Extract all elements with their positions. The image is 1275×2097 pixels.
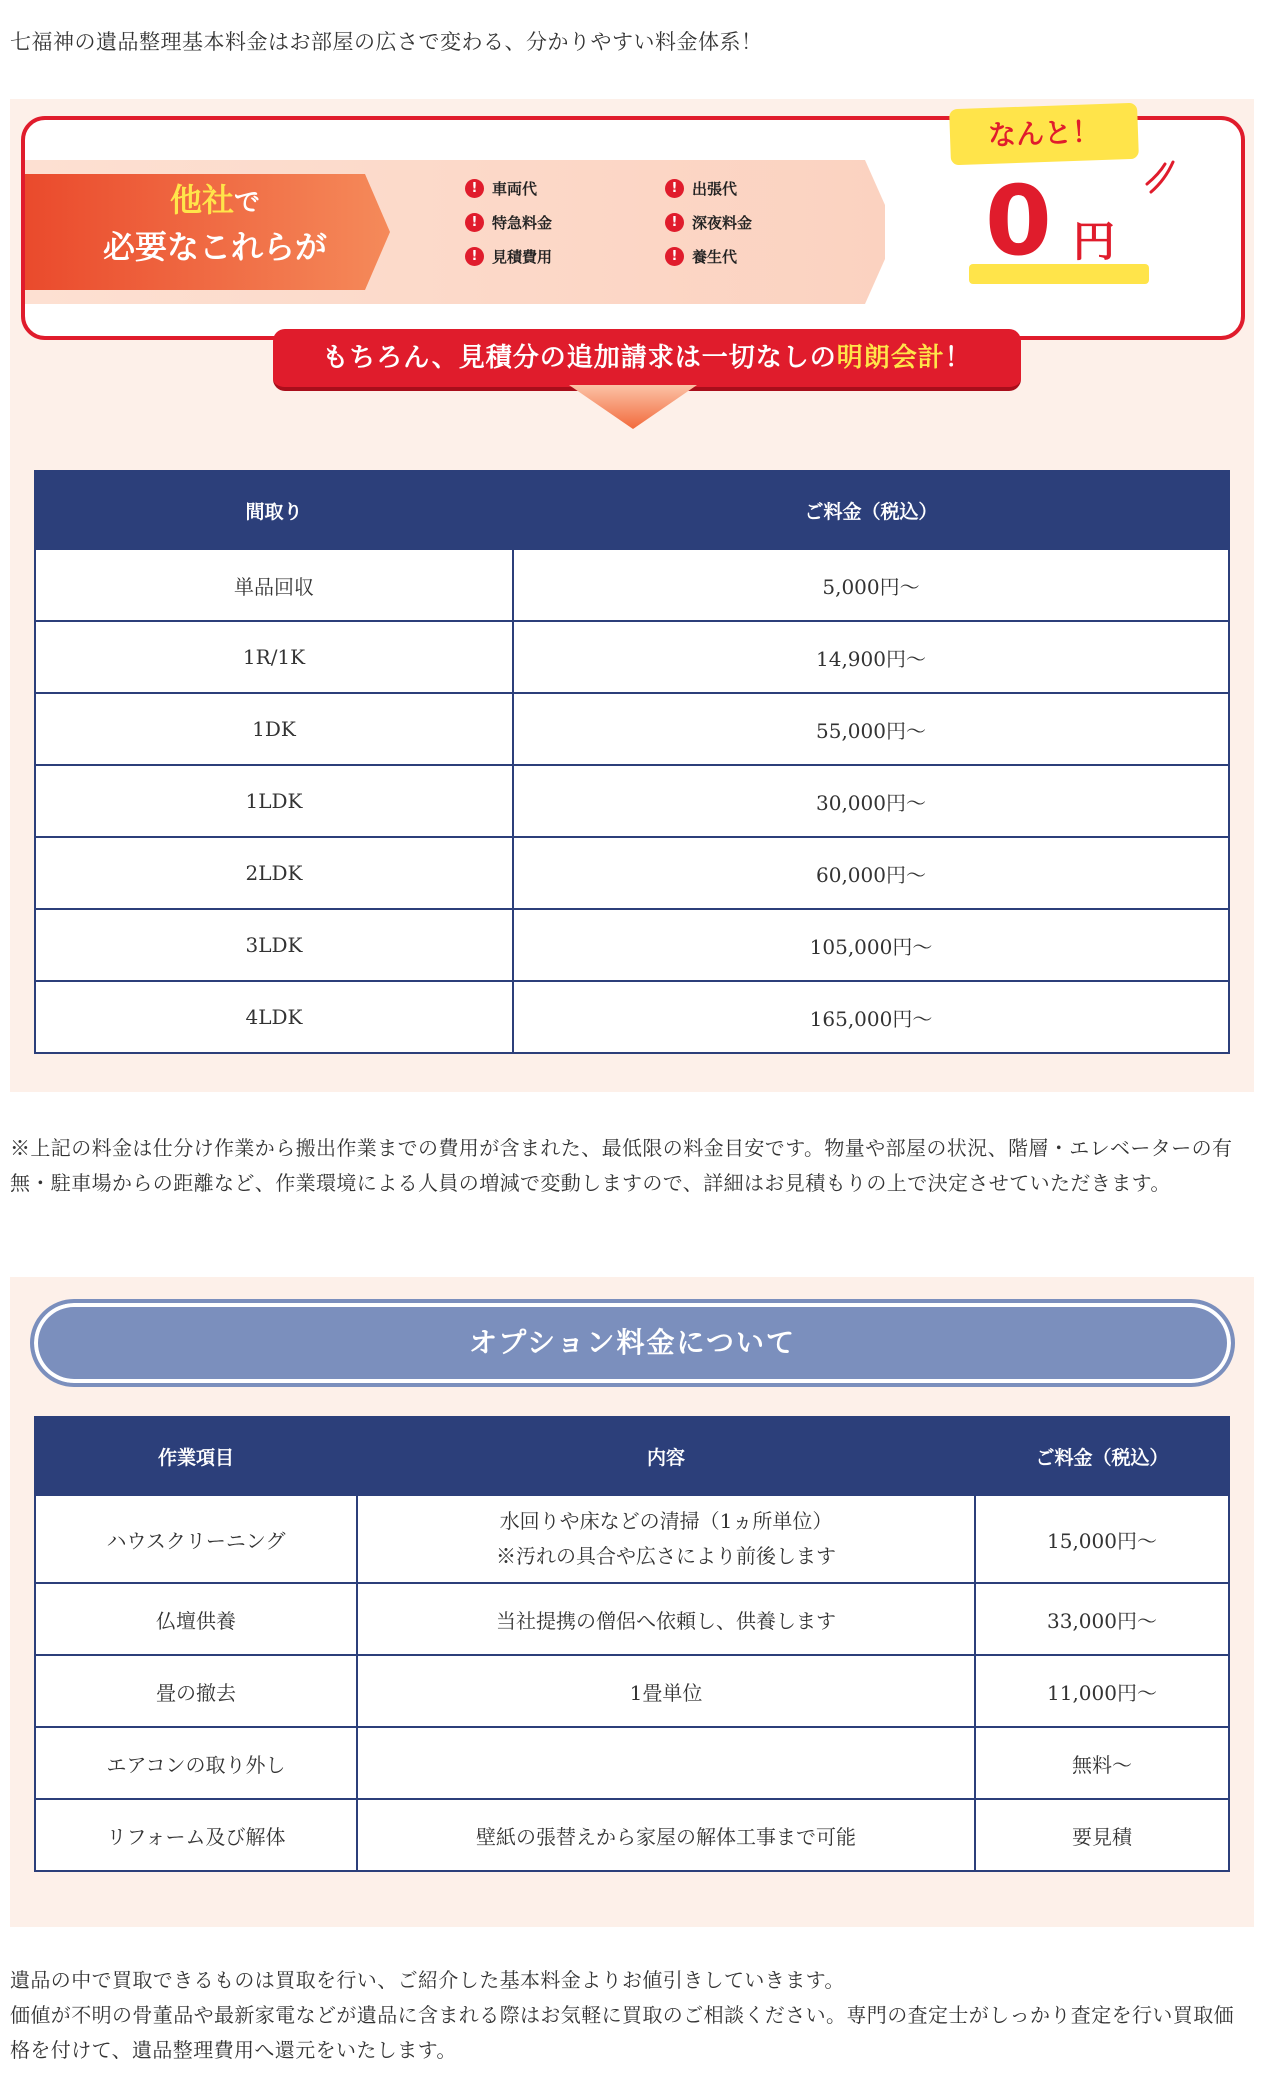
- cost-items-list: [465, 176, 825, 268]
- zero-number: 0: [985, 165, 1052, 277]
- cost-item-label: 特急料金: [492, 213, 553, 232]
- option-price-table: [34, 1416, 1230, 1872]
- layout-cell: 2LDK: [35, 837, 513, 909]
- basic-price-table: [34, 470, 1230, 1054]
- promise-text: もちろん、見積分の追加請求は一切なしの: [322, 343, 837, 373]
- table-row: [35, 837, 1229, 909]
- table-row: [35, 549, 1229, 621]
- layout-cell: 4LDK: [35, 981, 513, 1053]
- exclamation-icon: !: [665, 179, 684, 198]
- content-cell: [357, 1495, 975, 1583]
- task-cell: リフォーム及び解体: [35, 1799, 357, 1871]
- task-cell: 畳の撤去: [35, 1655, 357, 1727]
- cost-item: [665, 244, 825, 268]
- table-row: [35, 621, 1229, 693]
- content-subline: ※汚れの具合や広さにより前後します: [496, 1544, 836, 1568]
- buyback-line-2: 価値が不明の骨董品や最新家電などが遺品に含まれる際はお気軽に買取のご相談ください。専門の査定士がしっかり査定を行い買取価格を付けて、遺品整理費用へ還元をいたします。: [10, 2003, 1234, 2062]
- cost-item: [665, 210, 825, 234]
- task-cell: ハウスクリーニング: [35, 1495, 357, 1583]
- content-cell: 当社提携の僧侶へ依頼し、供養します: [357, 1583, 975, 1655]
- option-section-title: オプション料金について: [30, 1299, 1235, 1387]
- price-cell: 105,000円〜: [513, 909, 1229, 981]
- down-arrow-icon: [569, 385, 697, 429]
- content-cell: 壁紙の張替えから家屋の解体工事まで可能: [357, 1799, 975, 1871]
- price-cell: 5,000円〜: [513, 549, 1229, 621]
- table-row: [35, 765, 1229, 837]
- layout-cell: 単品回収: [35, 549, 513, 621]
- header-task: 作業項目: [35, 1417, 357, 1495]
- cost-item-label: 深夜料金: [692, 213, 753, 232]
- header-content: 内容: [357, 1417, 975, 1495]
- banner-lead-text: [55, 178, 375, 269]
- buyback-text: [10, 1963, 1250, 2068]
- buyback-line-1: 遺品の中で買取できるものは買取を行い、ご紹介した基本料金よりお値引きしていきます。: [10, 1968, 845, 1992]
- promise-end: ！: [944, 343, 972, 373]
- content-line: 水回りや床などの清掃（1ヵ所単位）: [499, 1509, 833, 1533]
- layout-cell: 1LDK: [35, 765, 513, 837]
- header-layout: 間取り: [35, 471, 513, 549]
- option-price-panel: [10, 1277, 1254, 1927]
- intro-text: 七福神の遺品整理基本料金はお部屋の広さで変わる、分かりやすい料金体系！: [10, 30, 763, 54]
- table-row: [35, 1727, 1229, 1799]
- cost-item: [665, 176, 825, 200]
- price-cell: 55,000円〜: [513, 693, 1229, 765]
- nanto-badge: なんと！: [949, 103, 1139, 166]
- price-cell: 無料〜: [975, 1727, 1229, 1799]
- exclamation-icon: !: [665, 247, 684, 266]
- content-cell: [357, 1727, 975, 1799]
- zero-cost-banner: [21, 115, 1245, 373]
- price-cell: 30,000円〜: [513, 765, 1229, 837]
- table-row: [35, 1655, 1229, 1727]
- content-cell: 1畳単位: [357, 1655, 975, 1727]
- price-cell: 11,000円〜: [975, 1655, 1229, 1727]
- exclamation-icon: !: [465, 179, 484, 198]
- lead-other-company: 他社: [169, 181, 234, 219]
- table-row: [35, 1495, 1229, 1583]
- cost-item-label: 見積費用: [492, 247, 553, 266]
- promise-banner: [273, 329, 1021, 391]
- exclamation-icon: !: [465, 247, 484, 266]
- table-row: [35, 981, 1229, 1053]
- table-header-row: [35, 1417, 1229, 1495]
- header-price: ご料金（税込）: [513, 471, 1229, 549]
- table-row: [35, 909, 1229, 981]
- cost-item-label: 養生代: [692, 247, 738, 266]
- cost-item-label: 車両代: [492, 179, 538, 198]
- lead-particle: で: [234, 188, 261, 218]
- cost-item-label: 出張代: [692, 179, 738, 198]
- price-note: ※上記の料金は仕分け作業から搬出作業までの費用が含まれた、最低限の料金目安です。物量や部屋の状況、階層・エレベーターの有無・駐車場からの距離など、作業環境による人員の増減で変動しますので、詳細はお見積もりの上で決定させていただきます。: [10, 1136, 1233, 1195]
- basic-price-panel: [10, 99, 1254, 1092]
- cost-item: [465, 176, 665, 200]
- yen-unit: 円: [1073, 217, 1116, 266]
- price-cell: 14,900円〜: [513, 621, 1229, 693]
- price-cell: 15,000円〜: [975, 1495, 1229, 1583]
- zero-yen-display: [965, 165, 1155, 302]
- exclamation-icon: !: [665, 213, 684, 232]
- layout-cell: 3LDK: [35, 909, 513, 981]
- price-cell: 60,000円〜: [513, 837, 1229, 909]
- layout-cell: 1DK: [35, 693, 513, 765]
- price-cell: 要見積: [975, 1799, 1229, 1871]
- promise-highlight: 明朗会計: [836, 343, 945, 373]
- exclamation-icon: !: [465, 213, 484, 232]
- layout-cell: 1R/1K: [35, 621, 513, 693]
- table-row: [35, 693, 1229, 765]
- price-cell: 165,000円〜: [513, 981, 1229, 1053]
- table-row: [35, 1583, 1229, 1655]
- lead-line2: 必要なこれらが: [102, 228, 327, 266]
- table-row: [35, 1799, 1229, 1871]
- task-cell: 仏壇供養: [35, 1583, 357, 1655]
- task-cell: エアコンの取り外し: [35, 1727, 357, 1799]
- cost-item: [465, 210, 665, 234]
- table-header-row: [35, 471, 1229, 549]
- header-price: ご料金（税込）: [975, 1417, 1229, 1495]
- price-cell: 33,000円〜: [975, 1583, 1229, 1655]
- cost-item: [465, 244, 665, 268]
